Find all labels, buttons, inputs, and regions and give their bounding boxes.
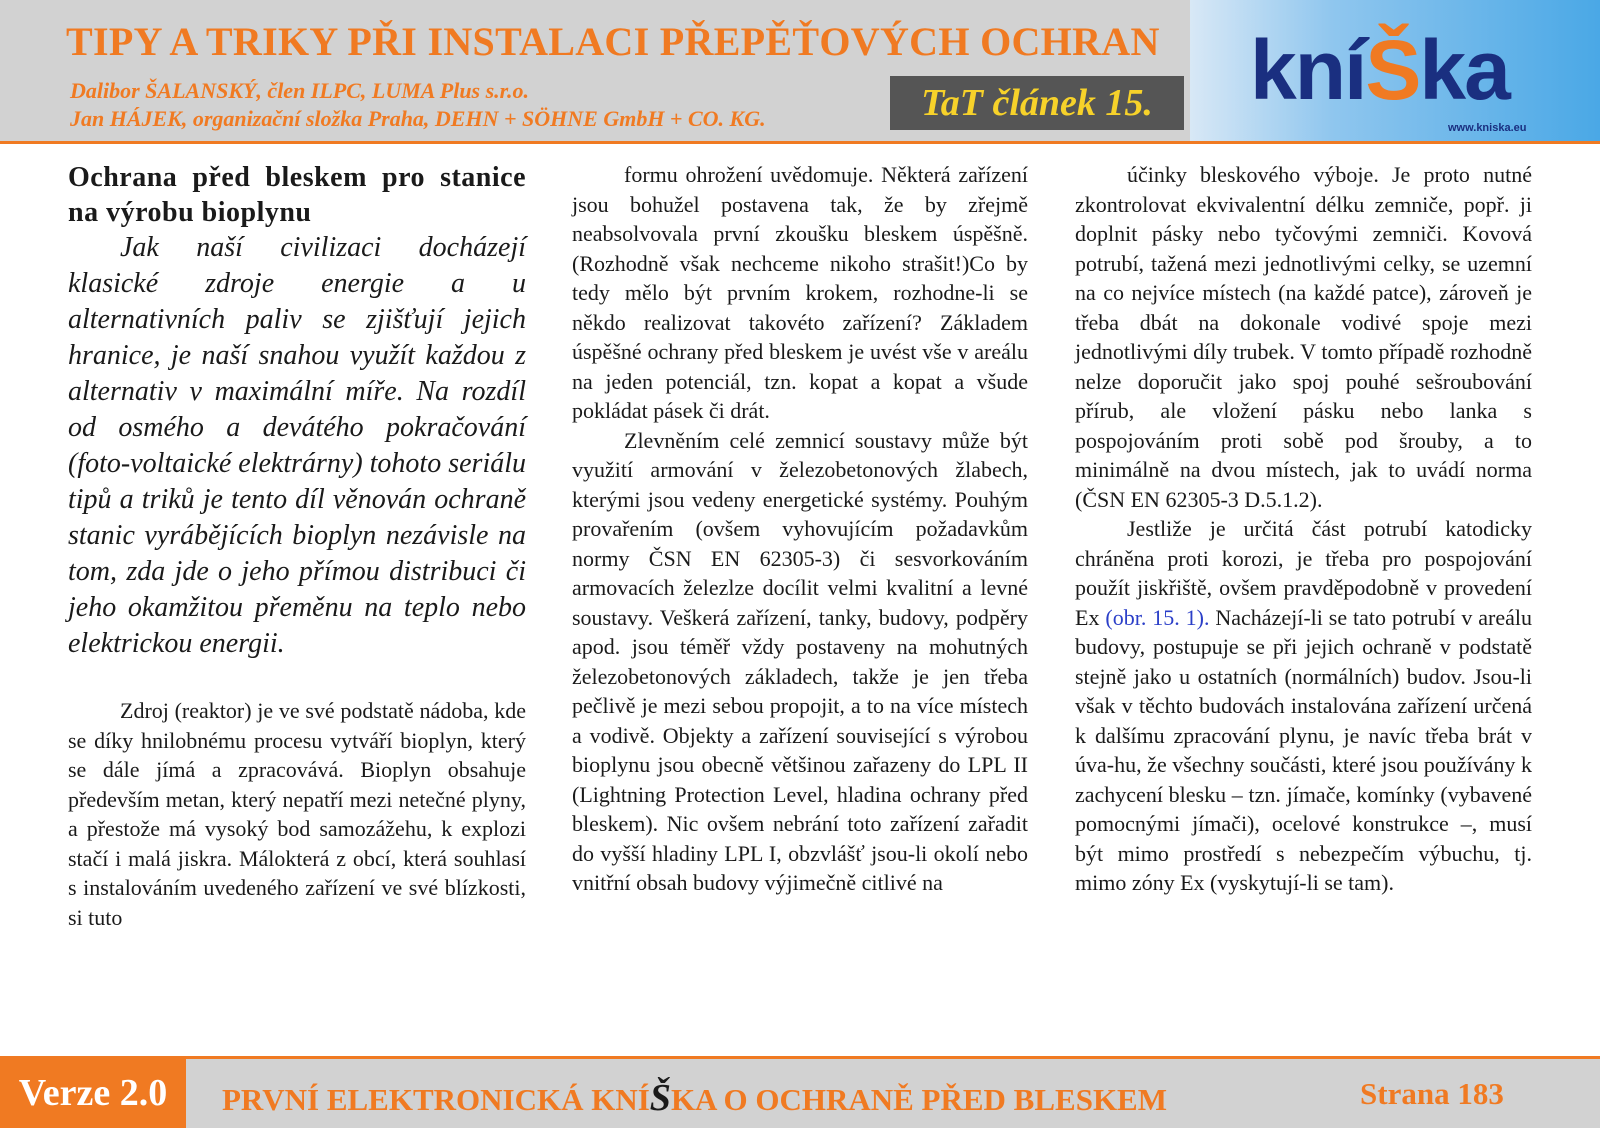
body-paragraph: Zdroj (reaktor) je ve své podstatě nádoba, kde se díky hnilobnému procesu vytváří bioplyn, který se dále jímá a zpracovává. Bioplyn obsahuje především metan, který nepatří mezi netečné plyny, a přestože má vysoký bod samozážehu, k explozi stačí i malá jiskra. Málokterá z obcí, která souhlasí s instalováním uvedeného zařízení ve své blízkosti, si tuto <box>68 698 526 930</box>
text-column-1 <box>68 160 526 932</box>
header-divider <box>0 141 1600 144</box>
text-column-2 <box>572 160 1028 898</box>
version-label: Verze 2.0 <box>0 1059 186 1128</box>
logo-wordmark: kníŠka <box>1250 23 1509 117</box>
lead-paragraph: Jak naší civilizaci docházejí klasické zdroje energie a u alternativních paliv se zjišťují jejich hranice, je naší snahou využít každou z alternativ v maximální míře. Na rozdíl od osmého a devátého pokračování (foto-voltaické elektrárny) tohoto seriálu tipů a triků je tento díl věnován ochraně stanic vyrábějících bioplyn nezávisle na tom, zda jde o jeho přímou distribuci či jeho okamžitou přeměnu na teplo nebo elektrickou energii. <box>68 232 526 659</box>
kniska-logo <box>1190 0 1600 142</box>
page-title: TIPY A TRIKY PŘI INSTALACI PŘEPĚŤOVÝCH OCHRAN <box>66 19 1160 64</box>
author-line-1: Dalibor ŠALANSKÝ, člen ILPC, LUMA Plus s.r.o. <box>70 78 530 103</box>
body-paragraph: účinky bleskového výboje. Je proto nutné zkontrolovat ekvivalentní délku zemniče, popř. ji doplnit pásky nebo tyčovými zemniči. Kovová potrubí, tažená mezi jednotlivými celky, se uzemní na co nejvíce místech (na každé patce), zároveň je třeba dbát na dokonale vodivé spoje mezi jednotlivými díly trubek. V tomto případě rozhodně nelze doporučit jako spoj pouhé sešroubování přírub, ale vložení pásku nebo lanka s pospojováním proti sobě pod šrouby, a to minimálně na dvou místech, jak to uvádí norma (ČSN EN 62305-3 D.5.1.2). <box>1075 162 1532 512</box>
article-heading: Ochrana před bleskem pro stanice na výrobu bioplynu <box>68 162 526 228</box>
page-number: Strana 183 <box>1360 1076 1504 1111</box>
text-column-3 <box>1075 160 1532 898</box>
body-paragraph: Jestliže je určitá část potrubí katodicky chráněna proti korozi, je třeba pro pospojování použít jiskřiště, ovšem pravděpodobně v provedení Ex (obr. 15. 1). Nacházejí-li se tato potrubí v areálu budovy, postupuje se při jejich ochraně v podstatě stejně jako u ostatních (normálních) budov. Jsou-li však v těchto budovách instalována zařízení určená k dalšímu zpracování plynu, je navíc třeba brát v úva-hu, že všechny součásti, které jsou používány k zachycení blesku – tzn. jímače, komínky (vybavené pomocnými jímači), ocelové konstrukce –, musí být mimo prostředí s nebezpečím výbuchu, tj. mimo zóny Ex (vyskytují-li se tam). <box>1075 516 1533 895</box>
footer-book-title: PRVNÍ ELEKTRONICKÁ KNÍŠKA O OCHRANĚ PŘED BLESKEM <box>222 1077 1167 1119</box>
article-number-badge: TaT článek 15. <box>890 76 1184 130</box>
body-paragraph: formu ohrožení uvědomuje. Některá zařízení jsou bohužel postavena tak, že by zřejmě neabsolvovala první zkoušku bleskem úspěšně. (Rozhodně však nechceme nikoho strašit!)Co by tedy mělo být prvním krokem, rozhodne-li se někdo realizovat takovéto zařízení? Základem úspěšné ochrany před bleskem je uvést vše v areálu na jeden potenciál, tzn. kopat a kopat a všude pokládat pásek či drát. <box>572 162 1028 423</box>
body-paragraph: Zlevněním celé zemnicí soustavy může být využití armování v železobetonových žlabech, kterými jsou vedeny energetické systémy. Pouhým provařením (ovšem vyhovujícím požadavkům normy ČSN EN 62305-3) či sesvorkováním armovacích železlze docílit velmi kvalitní a levné soustavy. Veškerá zařízení, tanky, budovy, podpěry apod. jsou téměř vždy postaveny na mohutných železobetonových základech, takže je jen třeba pečlivě je mezi sebou propojit, a to na více místech a vodivě. Objekty a zařízení související s výrobou bioplynu jsou obecně většinou zařazeny do LPL II (Lightning Protection Level, hladina ochrany před bleskem). Nic ovšem nebrání toto zařízení zařadit do vyšší hladiny LPL I, obzvlášť jsou-li okolí nebo vnitřní obsah budovy výjimečně citlivé na <box>572 427 1028 895</box>
logo-url: www.kniska.eu <box>1448 122 1527 134</box>
figure-reference-link[interactable]: (obr. 15. 1). <box>1105 604 1210 630</box>
author-line-2: Jan HÁJEK, organizační složka Praha, DEHN + SÖHNE GmbH + CO. KG. <box>70 106 766 131</box>
